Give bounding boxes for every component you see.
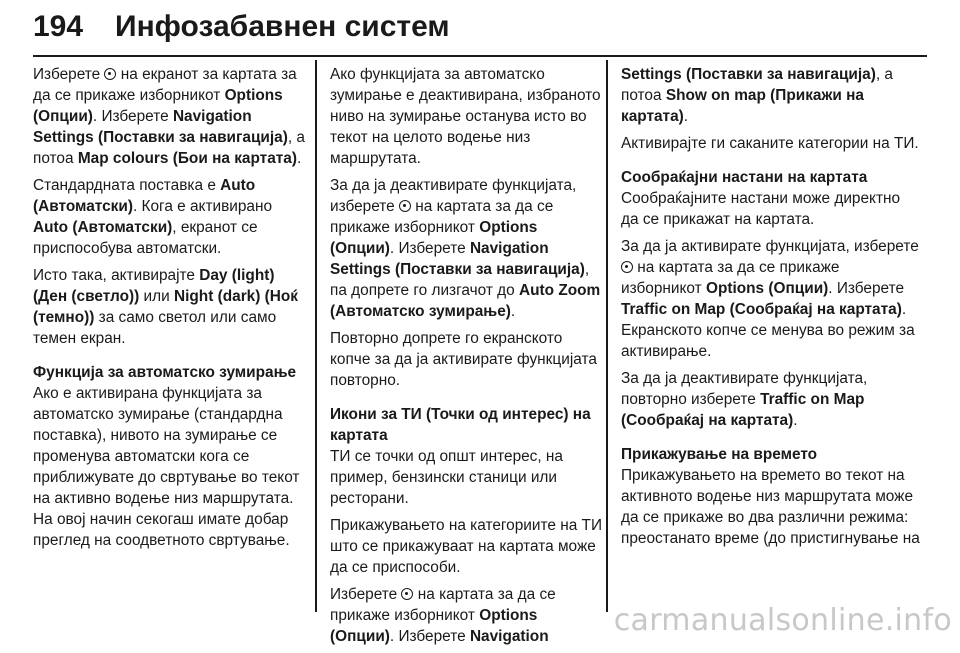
paragraph: За да ја деактивирате функцијата, повторно изберете Traffic on Map (Сообраќај на картата). [621, 370, 868, 429]
paragraph: Изберете на екранот за картата за да се прикаже изборникот Options (Опции). Изберете Navigation Settings (Поставки за навигација), а потоа Map colours (Бои на картата). [33, 66, 305, 167]
paragraph: Повторно допрете го екранското копче за да ја активирате функцијата повторно. [330, 330, 597, 389]
section-heading: Функција за автоматско зумирање [33, 364, 297, 381]
paragraph: ТИ се точки од општ интерес, на пример, бензински станици или ресторани. [330, 448, 563, 507]
paragraph: Ако е активирана функцијата за автоматско зумирање (стандардна поставка), нивото на зумирање се променува автоматски кога се приближувате до свртување во текот на активно водење низ маршрутата. На овој начин секогаш имате добар преглед на соодветното свртување. [33, 385, 300, 549]
paragraph: Исто така, активирајте Day (light) (Ден (светло)) или Night (dark) (Ноќ (темно)) за само светол или само темен екран. [33, 267, 298, 347]
options-symbol-icon [399, 200, 411, 212]
paragraph: Settings (Поставки за навигација), а потоа Show on map (Прикажи на картата). [621, 66, 893, 125]
section-heading: Икони за ТИ (Точки од интерес) на картата [330, 406, 591, 444]
column-divider-1 [315, 60, 317, 612]
paragraph: Ако функцијата за автоматско зумирање е деактивирана, избраното ниво на зумирање останува исто во текот на целото водење низ маршрутата. [330, 66, 601, 167]
options-symbol-icon [104, 68, 116, 80]
section-heading: Сообраќајни настани на картата [621, 169, 868, 186]
section-heading: Прикажување на времето [621, 446, 818, 463]
page-number: 194 [33, 10, 84, 43]
watermark: carmanualsonline.info [613, 603, 952, 638]
column-1 [33, 64, 305, 557]
paragraph: За да ја деактивирате функцијата, изберете на картата за да се прикаже изборникот Options (Опции). Изберете Navigation Settings (Поставки за навигација), па допрете го лизгачот до Auto Zoom (Автоматско зумирање). [330, 177, 601, 320]
paragraph: Изберете на картата за да се прикаже изборникот Options (Опции). Изберете Navigation [330, 586, 556, 645]
paragraph: Прикажувањето на категориите на ТИ што се прикажуваат на картата може да се приспособи. [330, 517, 603, 576]
paragraph: За да ја активирате функцијата, изберете на картата за да се прикаже изборникот Options (Опции). Изберете Traffic on Map (Сообраќај на картата). Екранското копче се менува во режим за активирање. [621, 238, 919, 360]
options-symbol-icon [621, 261, 633, 273]
column-divider-2 [606, 60, 608, 612]
page-header [33, 4, 927, 50]
column-3 [621, 64, 921, 555]
page-title: Инфозабавнен систем [115, 10, 450, 43]
paragraph: Стандардната поставка е Auto (Автоматски). Кога е активирано Auto (Автоматски), екранот се приспособува автоматски. [33, 177, 273, 257]
paragraph: Активирајте ги саканите категории на ТИ. [621, 135, 919, 152]
options-symbol-icon [401, 588, 413, 600]
column-2 [330, 64, 602, 653]
paragraph: Сообраќајните настани може директно да се прикажат на картата. [621, 190, 901, 228]
header-divider [33, 55, 927, 57]
paragraph: Прикажувањето на времето во текот на активното водење низ маршрутата може да се прикаже во два различни режима: преостанато време (до пристигнување на [621, 467, 920, 547]
